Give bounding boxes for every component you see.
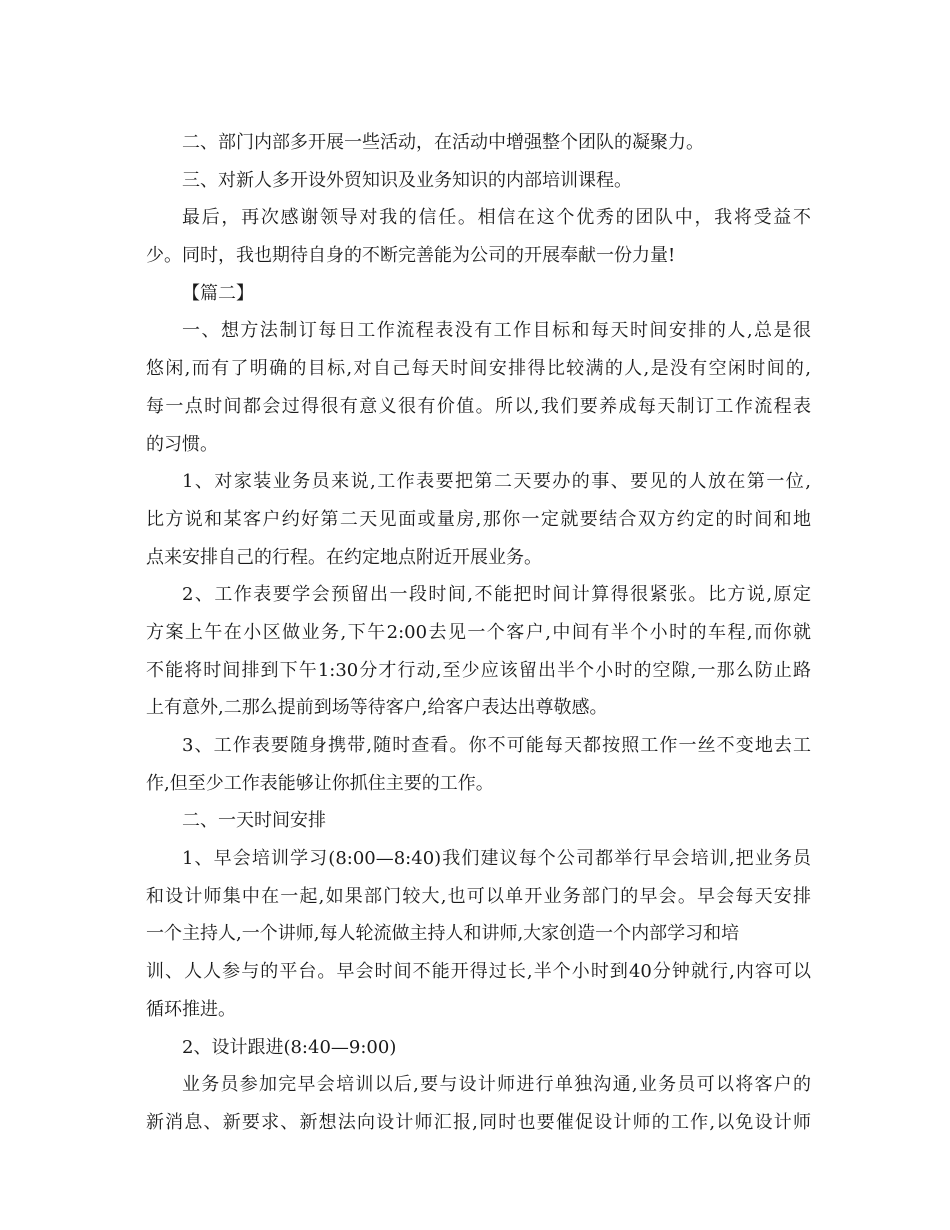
paragraph-line: 循环推进。 (146, 998, 236, 1020)
paragraph-line: 最后，再次感谢领导对我的信任。相信在这个优秀的团队中，我将受益不 (182, 207, 811, 229)
paragraph-line: 和设计师集中在一起,如果部门较大,也可以单开业务部门的早会。早会每天安排 (146, 885, 811, 907)
paragraph-line: 一、想方法制订每日工作流程表没有工作目标和每天时间安排的人,总是很 (182, 320, 811, 342)
paragraph-line: 每一点时间都会过得很有意义很有价值。所以,我们要养成每天制订工作流程表 (146, 395, 811, 417)
document-body (146, 124, 811, 1142)
paragraph-line: 悠闲,而有了明确的目标,对自己每天时间安排得比较满的人,是没有空闲时间的, (146, 358, 811, 380)
paragraph-line: 二、部门内部多开展一些活动，在活动中增强整个团队的凝聚力。 (182, 132, 704, 153)
paragraph-line: 业务员参加完早会培训以后,要与设计师进行单独沟通,业务员可以将客户的 (182, 1074, 811, 1096)
paragraph-line: 训、人人参与的平台。早会时间不能开得过长,半个小时到40分钟就行,内容可以 (146, 961, 811, 983)
paragraph-line: 三、对新人多开设外贸知识及业务知识的内部培训课程。 (182, 169, 632, 191)
section-heading: 2、设计跟进(8:40—9:00) (182, 1036, 397, 1058)
section-heading: 【篇二】 (182, 282, 254, 304)
paragraph-line: 点来安排自己的行程。在约定地点附近开展业务。 (146, 546, 542, 568)
paragraph-line: 的习惯。 (146, 433, 218, 455)
paragraph-line: 作,但至少工作表能够让你抓住主要的工作。 (146, 772, 494, 794)
paragraph-line: 3、工作表要随身携带,随时查看。你不可能每天都按照工作一丝不变地去工 (182, 735, 811, 756)
paragraph-line: 少。同时，我也期待自身的不断完善能为公司的开展奉献一份力量! (146, 245, 676, 267)
paragraph-line: 一个主持人,一个讲师,每人轮流做主持人和讲师,大家创造一个内部学习和培 (146, 923, 740, 945)
paragraph-line: 新消息、新要求、新想法向设计师汇报,同时也要催促设计师的工作,以免设计师 (146, 1111, 811, 1133)
paragraph-line: 方案上午在小区做业务,下午2:00去见一个客户,中间有半个小时的车程,而你就 (146, 621, 811, 643)
section-heading: 二、一天时间安排 (182, 810, 326, 832)
paragraph-line: 2、工作表要学会预留出一段时间,不能把时间计算得很紧张。比方说,原定 (182, 584, 811, 606)
paragraph-line: 不能将时间排到下午1:30分才行动,至少应该留出半个小时的空隙,一那么防止路 (146, 659, 811, 681)
paragraph-line: 1、对家装业务员来说,工作表要把第二天要办的事、要见的人放在第一位, (182, 471, 811, 493)
paragraph-line: 上有意外,二那么提前到场等待客户,给客户表达出尊敬感。 (146, 697, 608, 719)
paragraph-line: 1、早会培训学习(8:00—8:40)我们建议每个公司都举行早会培训,把业务员 (182, 848, 811, 870)
paragraph-line: 比方说和某客户约好第二天见面或量房,那你一定就要结合双方约定的时间和地 (146, 508, 811, 530)
